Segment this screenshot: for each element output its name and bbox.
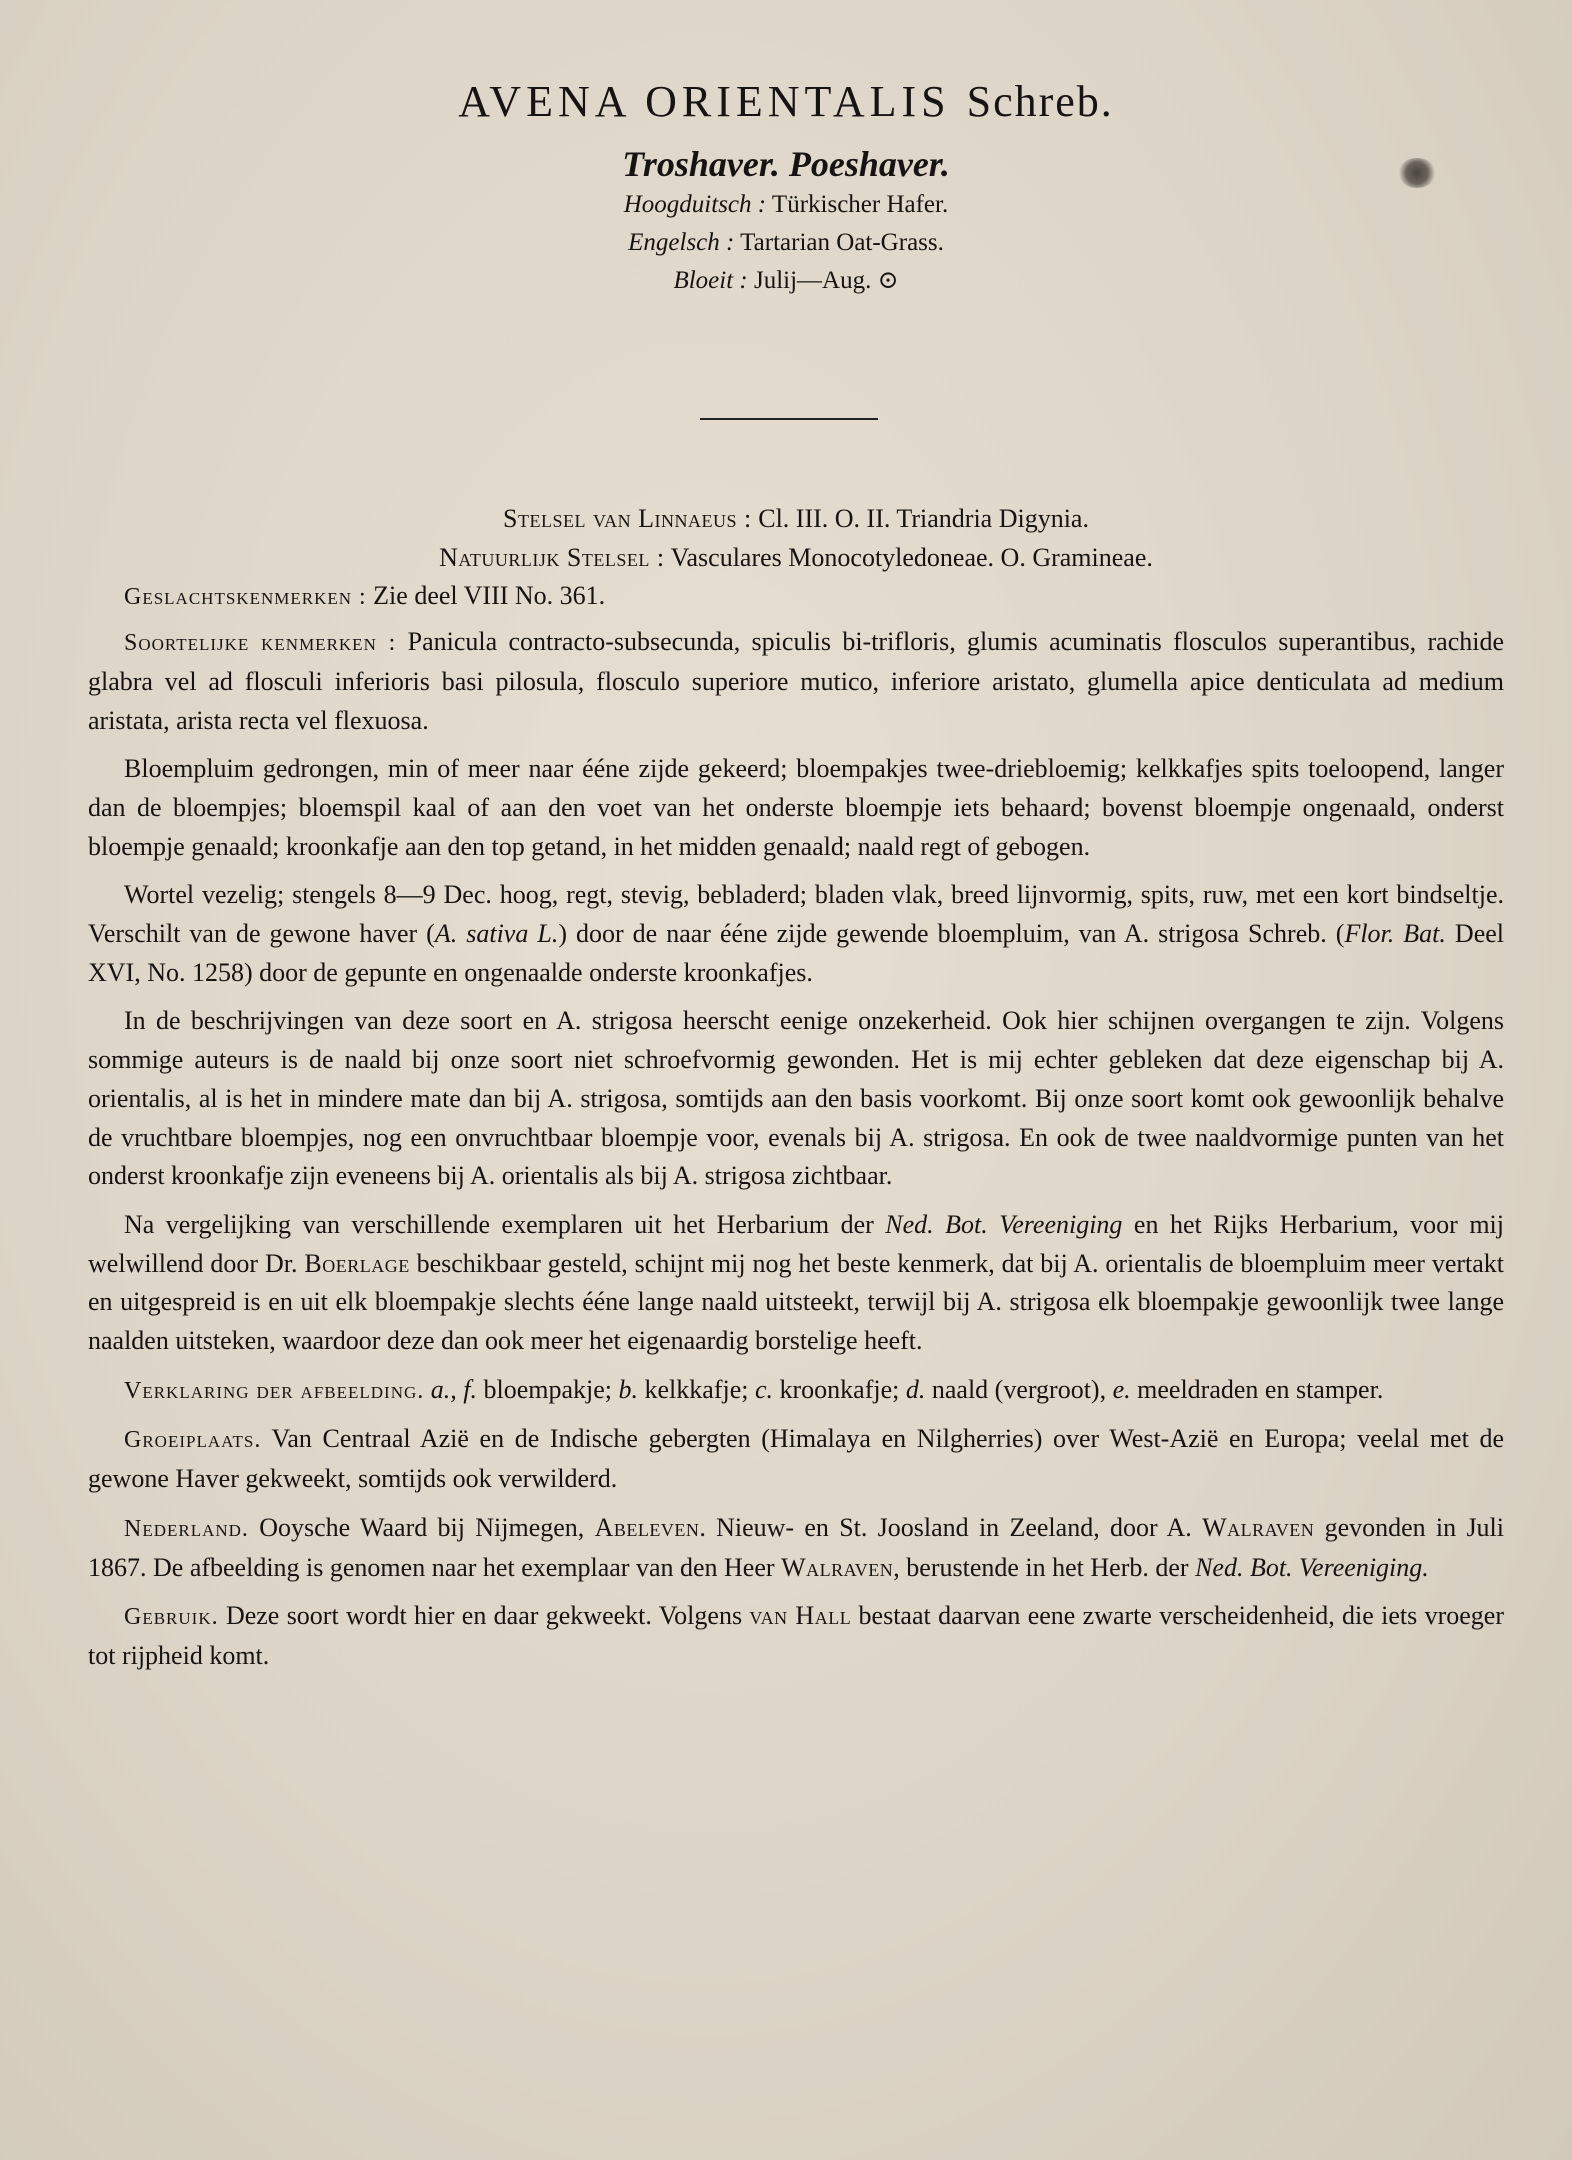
description-paragraph-4: Na vergelijking van verschillende exemplaren uit het Herbarium der Ned. Bot. Vereeniging en het Rijks Herbarium, voor mij welwillend door Dr. Boerlage beschikbaar gesteld, schijnt mij nog het beste kenmerk, dat bij A. orientalis de bloempluim meer vertakt en uitgespreid is en uit elk bloempakje slechts ééne lange naald uitsteekt, terwijl bij A. strigosa elk bloempakje gewoonlijk twee lange naalden uitsteken, waardoor deze dan ook meer het eigenaardig borstelige heeft.	[88, 1209, 1505, 1356]
bloom-label: Bloeit :	[673, 267, 748, 294]
explanation-paragraph: Verklaring der afbeelding. a., f. bloempakje; b. kelkkafje; c. kroonkafje; d. naald (vergroot), e. meeldraden en stamper.	[124, 1374, 1384, 1404]
natural-system-label: Natuurlijk Stelsel :	[439, 542, 665, 572]
german-label: Hoogduitsch :	[623, 191, 767, 218]
bloom-value: Julij—Aug. ⊙	[753, 267, 899, 294]
species-characters-text: Panicula contracto-subsecunda, spiculis bi-trifloris, glumis acuminatis flosculos superantibus, rachide glabra vel ad flosculi inferioris basi pilosula, flosculo superiore mutico, inferiore aristato, glumella apice denticulata ad medium aristata, arista recta vel flexuosa.	[88, 627, 1505, 735]
natural-system-value: Vasculares Monocotyledoneae. O. Gramineae.	[670, 542, 1153, 572]
genus-characters-label: Geslachtskenmerken :	[124, 584, 367, 611]
divider-rule	[700, 418, 878, 420]
english-value: Tartarian Oat-Grass.	[740, 229, 944, 256]
genus-characters-line	[88, 577, 1504, 617]
habitat-paragraph: Groeiplaats. Van Centraal Azië en de Indische gebergten (Himalaya en Nilgherries) over West-Azië en Europa; veelal met de gewone Haver gekweekt, somtijds ook verwilderd.	[88, 1424, 1504, 1494]
english-name-line	[0, 224, 1572, 262]
linnaeus-value: Cl. III. O. II. Triandria Digynia.	[758, 504, 1089, 533]
description-paragraph-1: Bloempluim gedrongen, min of meer naar ééne zijde gekeerd; bloempakjes twee-driebloemig; kelkkafjes spits toeloopend, langer dan de bloempjes; bloemspil kaal of aan den voet van het onderste bloempje iets behaard; bovenst bloempje ongenaald, onderst bloempje genaald; kroonkafje aan den top getand, in het midden genaald; naald regt of gebogen.	[88, 754, 1504, 861]
genus-characters-value: Zie deel VIII No. 361.	[373, 581, 606, 611]
header	[0, 72, 1572, 300]
description-paragraph-2: Wortel vezelig; stengels 8—9 Dec. hoog, regt, stevig, bebladerd; bladen vlak, breed lijnvormig, spits, ruw, met een kort bindseltje. Verschilt van de gewone haver (A. sativa L.) door de naar ééne zijde gewende bloempluim, van A. strigosa Schreb. (Flor. Bat. Deel XVI, No. 1258) door de gepunte en ongenaalde onderste kroonkafjes.	[88, 880, 1505, 987]
species-author: Schreb.	[966, 77, 1114, 126]
linnaeus-label: Stelsel van Linnaeus :	[503, 504, 752, 533]
netherlands-paragraph: Nederland. Ooysche Waard bij Nijmegen, Abeleven. Nieuw- en St. Joosland in Zeeland, door A. Walraven gevonden in Juli 1867. De afbeelding is genomen naar het exemplaar van den Heer Walraven, berustende in het Herb. der Ned. Bot. Vereeniging.	[88, 1512, 1505, 1582]
bloom-line	[0, 262, 1572, 300]
species-characters-label: Soortelijke kenmerken :	[124, 630, 397, 657]
german-value: Türkischer Hafer.	[771, 191, 949, 218]
species-characters-paragraph	[88, 623, 1504, 740]
species-name: AVENA ORIENTALIS	[458, 77, 951, 126]
description-paragraph-3: In de beschrijvingen van deze soort en A. strigosa heerscht eenige onzekerheid. Ook hier schijnen overgangen te zijn. Volgens sommige auteurs is de naald bij onze soort niet schroefvormig gewonden. Het is mij echter gebleken dat deze eigenschap bij A. orientalis, al is het in mindere mate dan bij A. strigosa, somtijds aan den basis voorkomt. Bij onze soort komt ook gewoonlijk behalve de vruchtbare bloempjes, nog een onvruchtbaar bloempje voor, evenals bij A. strigosa. En ook de twee naaldvormige punten van het onderst kroonkafje zijn eveneens bij A. orientalis als bij A. strigosa zichtbaar.	[88, 1006, 1504, 1191]
linnaeus-line	[88, 500, 1504, 539]
body-text	[88, 500, 1504, 1686]
species-title	[0, 72, 1572, 132]
natural-system-line	[88, 539, 1504, 578]
dutch-names: Troshaver. Poeshaver.	[622, 144, 950, 184]
german-name-line	[0, 186, 1572, 224]
english-label: Engelsch :	[628, 229, 735, 256]
use-paragraph: Gebruik. Deze soort wordt hier en daar gekweekt. Volgens van Hall bestaat daarvan eene zwarte verscheidenheid, die iets vroeger tot rijpheid komt.	[88, 1601, 1504, 1670]
